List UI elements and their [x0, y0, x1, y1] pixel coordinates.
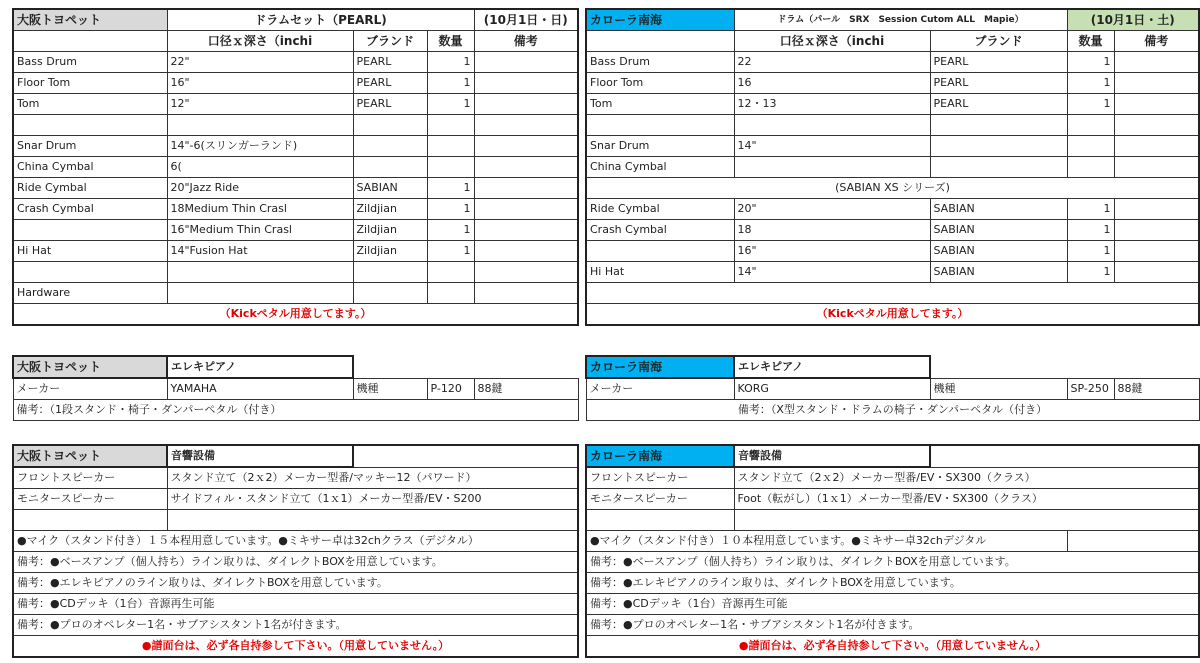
monitor-speaker-label: モニタースピーカー [586, 489, 734, 510]
table-row: Bass Drum 22 PEARL 1 [586, 52, 1199, 73]
sound-note: 備考：●プロのオペレター1名・サブアシスタント1名が付きます。 [13, 615, 578, 636]
table-row: China Cymbal [586, 157, 1199, 178]
table-row: Snar Drum 14" [586, 136, 1199, 157]
right-sound-panel [585, 444, 1200, 658]
venue-name: 大阪トヨペット [13, 9, 167, 31]
table-row [13, 262, 578, 283]
table-row: Floor Tom 16" PEARL 1 [13, 73, 578, 94]
col-size: 口径ｘ深さ（inchi [167, 31, 353, 52]
model-label: 機種 [930, 378, 1067, 400]
sound-note: 備考：●ベースアンプ（個人持ち）ライン取りは、ダイレクトBOXを用意しています。 [13, 552, 578, 573]
sabian-series-row [586, 178, 1199, 199]
piano-title: エレキピアノ [734, 356, 930, 378]
table-row [586, 283, 1199, 304]
sound-note: 備考：●プロのオペレター1名・サブアシスタント1名が付きます。 [586, 615, 1199, 636]
front-speaker-label: フロントスピーカー [13, 467, 167, 489]
right-sound-table [585, 444, 1200, 658]
front-speaker-value: スタンド立て（2ｘ2）メーカー型番/EV・SX300（クラス） [734, 467, 1199, 489]
monitor-speaker-value: サイドフィル・スタンド立て（1ｘ1）メーカー型番/EV・S200 [167, 489, 578, 510]
left-piano-table [12, 355, 579, 421]
drum-title: ドラムセット（PEARL) [167, 9, 474, 31]
sabian-series-note: (SABIAN XS シリーズ) [586, 178, 1199, 199]
table-row: China Cymbal 6( [13, 157, 578, 178]
model-value: SP-250 [1067, 378, 1114, 400]
piano-note: 備考：（1段スタンド・椅子・ダンパーペタル（付き） [13, 400, 578, 421]
monitor-speaker-label: モニタースピーカー [13, 489, 167, 510]
sound-note: 備考：●エレキピアノのライン取りは、ダイレクトBOXを用意しています。 [586, 573, 1199, 594]
table-row: Crash Cymbal 18 SABIAN 1 [586, 220, 1199, 241]
kick-pedal-note: （Kickペタル用意してます。） [13, 304, 578, 326]
maker-value: KORG [734, 378, 930, 400]
sound-note: 備考：●CDデッキ（1台）音源再生可能 [13, 594, 578, 615]
col-brand: ブランド [353, 31, 427, 52]
table-row: Tom 12" PEARL 1 [13, 94, 578, 115]
monitor-speaker-value: Foot（転がし）（1ｘ1）メーカー型番/EV・SX300（クラス） [734, 489, 1199, 510]
event-date: (10月1日・土) [1067, 9, 1199, 31]
keys-value: 88鍵 [474, 378, 578, 400]
col-qty: 数量 [1067, 31, 1114, 52]
venue-name: カローラ南海 [586, 356, 734, 378]
right-drum-header [586, 9, 1199, 31]
left-piano-panel [12, 355, 579, 421]
column-header-row [13, 31, 578, 52]
table-row [13, 115, 578, 136]
kick-pedal-note: （Kickペタル用意してます。） [586, 304, 1199, 326]
table-row: Hi Hat 14"Fusion Hat Zildjian 1 [13, 241, 578, 262]
right-drum-panel [585, 8, 1200, 326]
left-drum-panel [12, 8, 579, 326]
table-row: Tom 12・13 PEARL 1 [586, 94, 1199, 115]
venue-name: カローラ南海 [586, 445, 734, 467]
table-row: Floor Tom 16 PEARL 1 [586, 73, 1199, 94]
table-row: Hi Hat 14" SABIAN 1 [586, 262, 1199, 283]
col-qty: 数量 [427, 31, 474, 52]
front-speaker-value: スタンド立て（2ｘ2）メーカー型番/マッキー12（パワード） [167, 467, 578, 489]
venue-name: カローラ南海 [586, 9, 734, 31]
model-value: P-120 [427, 378, 474, 400]
table-row: Bass Drum 22" PEARL 1 [13, 52, 578, 73]
right-drum-table [585, 8, 1200, 326]
left-drum-table [12, 8, 579, 326]
table-row: Snar Drum 14"-6(スリンガーランド) [13, 136, 578, 157]
sound-note: 備考：●ベースアンプ（個人持ち）ライン取りは、ダイレクトBOXを用意しています。 [586, 552, 1199, 573]
maker-label: メーカー [586, 378, 734, 400]
event-date: (10月1日・日) [474, 9, 578, 31]
table-row: Ride Cymbal 20"Jazz Ride SABIAN 1 [13, 178, 578, 199]
sound-note: 備考：●CDデッキ（1台）音源再生可能 [586, 594, 1199, 615]
table-row [586, 115, 1199, 136]
maker-label: メーカー [13, 378, 167, 400]
table-row: Crash Cymbal 18Medium Thin Crasl Zildjian 1 [13, 199, 578, 220]
right-piano-table [585, 355, 1200, 421]
sound-title: 音響設備 [734, 445, 930, 467]
front-speaker-label: フロントスピーカー [586, 467, 734, 489]
col-size: 口径ｘ深さ（inchi [734, 31, 930, 52]
mic-info: ●マイク（スタンド付き）１５本程用意しています。●ミキサー卓は32chクラス（デジタル） [13, 531, 578, 552]
left-sound-panel [12, 444, 579, 658]
piano-note: 備考：（X型スタンド・ドラムの椅子・ダンパーペタル（付き） [586, 400, 1199, 421]
sound-title: 音響設備 [167, 445, 353, 467]
table-row: Hardware [13, 283, 578, 304]
venue-name: 大阪トヨペット [13, 445, 167, 467]
venue-name: 大阪トヨペット [13, 356, 167, 378]
column-header-row [586, 31, 1199, 52]
table-row: Ride Cymbal 20" SABIAN 1 [586, 199, 1199, 220]
col-note: 備考 [1114, 31, 1199, 52]
keys-value: 88鍵 [1114, 378, 1199, 400]
drum-title: ドラム（パール SRX Session Cutom ALL Mapie） [734, 9, 1067, 31]
table-row: 16"Medium Thin Crasl Zildjian 1 [13, 220, 578, 241]
music-stand-note: ●譜面台は、必ず各自持参して下さい。（用意していません。） [586, 636, 1199, 658]
maker-value: YAMAHA [167, 378, 353, 400]
col-brand: ブランド [930, 31, 1067, 52]
kick-pedal-note-row [13, 304, 578, 326]
table-row: 16" SABIAN 1 [586, 241, 1199, 262]
mic-info: ●マイク（スタンド付き）１０本程用意しています。●ミキサー卓32chデジタル [586, 531, 1067, 552]
kick-pedal-note-row [586, 304, 1199, 326]
left-drum-header [13, 9, 578, 31]
col-note: 備考 [474, 31, 578, 52]
music-stand-note: ●譜面台は、必ず各自持参して下さい。（用意していません。） [13, 636, 578, 658]
piano-title: エレキピアノ [167, 356, 353, 378]
model-label: 機種 [353, 378, 427, 400]
right-piano-panel [585, 355, 1200, 421]
sound-note: 備考：●エレキピアノのライン取りは、ダイレクトBOXを用意しています。 [13, 573, 578, 594]
left-sound-table [12, 444, 579, 658]
